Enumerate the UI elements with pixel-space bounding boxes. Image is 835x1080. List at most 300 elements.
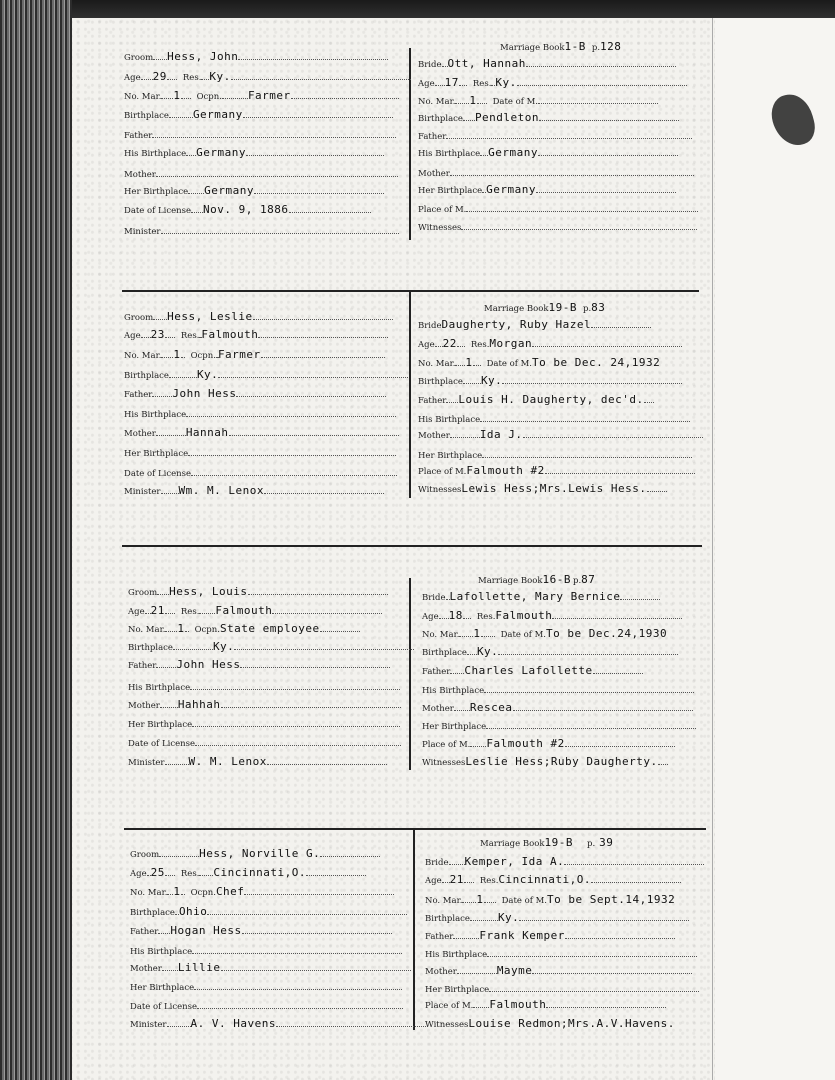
groom-name: Hess, Louis [169, 585, 248, 598]
field-value: 18 [448, 609, 463, 622]
field-value: Frank Kemper [479, 929, 565, 942]
groom-mother-row [130, 961, 411, 977]
field-label: Res. [180, 331, 200, 341]
dotted-leader [545, 473, 695, 474]
field-label: Age [124, 73, 141, 83]
field-label: Age [418, 340, 435, 350]
dotted-leader [167, 1026, 191, 1027]
dotted-leader [192, 726, 400, 727]
dotted-leader [565, 938, 675, 939]
dotted-leader [258, 337, 388, 338]
column-divider [409, 578, 411, 770]
field-value: W. M. Lenox [188, 755, 267, 768]
field-label: His Birthplace [130, 947, 193, 957]
bride-nomar-row [425, 893, 675, 909]
field-value: 83 [591, 301, 606, 314]
field-value: 19-B [548, 301, 577, 314]
bride-age-row [418, 337, 682, 353]
dotted-leader [169, 377, 197, 378]
dotted-leader [647, 491, 667, 492]
field-label: Birthplace [422, 648, 467, 658]
dotted-leader [320, 856, 380, 857]
dotted-leader [513, 710, 693, 711]
field-label: Date of M. [500, 630, 546, 640]
field-label: No. Mar. [418, 359, 456, 369]
field-label: Ocpn. [190, 888, 216, 898]
field-label: Witnesses [425, 1020, 469, 1030]
dotted-leader [457, 973, 497, 974]
field-value: 22 [442, 337, 457, 350]
field-label: His Birthplace [418, 415, 481, 425]
bride-her-birthplace-row [418, 448, 692, 464]
field-label: Ocpn. [194, 625, 220, 635]
field-value: Ky. [196, 368, 219, 381]
field-label: Minister [130, 1020, 167, 1030]
dotted-leader [532, 973, 692, 974]
dotted-leader [181, 357, 185, 358]
groom-his-birthplace-row [124, 146, 384, 162]
field-value: State employee [219, 622, 320, 635]
bride-his-birthplace-row [422, 683, 694, 699]
dotted-leader [253, 319, 393, 320]
marriage-book-ref [478, 573, 595, 586]
bride-place-row [418, 464, 695, 480]
field-label: Ocpn. [190, 351, 216, 361]
dotted-leader [167, 79, 177, 80]
field-value: 1 [177, 622, 185, 635]
dotted-leader [538, 103, 658, 104]
bride-her-birthplace-row [425, 982, 699, 998]
field-value: 1 [173, 348, 181, 361]
groom-nomar-row [128, 622, 360, 638]
field-label: Her Birthplace [418, 186, 483, 196]
dotted-leader [552, 618, 682, 619]
field-label: Minister [124, 487, 161, 497]
field-label: p. [583, 304, 592, 314]
field-label: Res. [470, 340, 490, 350]
dotted-leader [191, 475, 397, 476]
field-label: Her Birthplace [124, 449, 189, 459]
field-label: Place of M. [422, 740, 471, 750]
field-label: Her Birthplace [130, 983, 195, 993]
field-label: Date of M. [501, 896, 547, 906]
field-label: Groom [124, 313, 154, 323]
groom-father-row [124, 387, 386, 403]
field-value: Ky. [476, 645, 499, 658]
dotted-leader [538, 155, 678, 156]
dotted-leader [523, 437, 703, 438]
dotted-leader [222, 98, 248, 99]
dotted-leader [248, 594, 388, 595]
field-label: Mother [422, 704, 454, 714]
field-label: Date of License [128, 739, 196, 749]
field-label: Date of License [124, 469, 192, 479]
field-label: Date of License [130, 1002, 198, 1012]
marriage-book-ref [484, 301, 605, 314]
groom-license-row [124, 466, 397, 482]
dotted-leader [470, 920, 498, 921]
field-label: Birthplace [425, 914, 470, 924]
groom-minister-row [128, 755, 387, 771]
bride-age-row [418, 76, 687, 92]
field-label: Birthplace [128, 643, 173, 653]
dotted-leader [195, 745, 401, 746]
field-label: Groom [128, 588, 158, 598]
field-value: 23 [150, 328, 165, 341]
groom-birthplace-row [124, 368, 408, 384]
dotted-leader [591, 882, 681, 883]
field-label: His Birthplace [124, 410, 187, 420]
field-label: Marriage Book [478, 576, 543, 586]
field-label: Mother [130, 964, 162, 974]
field-label: Mother [124, 170, 156, 180]
field-label: Birthplace [124, 111, 169, 121]
field-label: Age [418, 79, 435, 89]
field-value: Cincinnati,O. [213, 866, 306, 879]
dotted-leader [473, 365, 481, 366]
dotted-leader [231, 79, 411, 80]
field-value: 1 [173, 89, 181, 102]
dotted-leader [435, 85, 445, 86]
dotted-leader [454, 710, 470, 711]
groom-her-birthplace-row [124, 184, 384, 200]
field-label: No. Mar. [124, 351, 162, 361]
dotted-leader [244, 894, 394, 895]
record-separator [124, 828, 706, 830]
dotted-leader [165, 875, 175, 876]
dotted-leader [459, 85, 467, 86]
dotted-leader [450, 673, 464, 674]
groom-name: Hess, Leslie [167, 310, 253, 323]
field-value: Chef [215, 885, 245, 898]
field-value: 1 [469, 94, 477, 107]
dotted-leader [482, 457, 692, 458]
field-label: Her Birthplace [124, 187, 189, 197]
groom-name: Hess, Norville G. [199, 847, 321, 860]
groom-age-row [124, 70, 411, 86]
bride-witnesses-row [418, 482, 667, 498]
field-label: Ocpn. [196, 92, 222, 102]
groom-age-row [128, 604, 382, 620]
bride-birthplace-row [418, 111, 679, 127]
dotted-leader [450, 437, 480, 438]
field-label: Place of M. [418, 467, 467, 477]
dotted-leader [242, 933, 392, 934]
dotted-leader [463, 120, 475, 121]
dotted-leader [564, 864, 704, 865]
dotted-leader [243, 117, 393, 118]
field-label: No. Mar. [128, 625, 166, 635]
field-value: Leslie Hess;Ruby Daugherty. [465, 755, 658, 768]
dotted-leader [165, 337, 175, 338]
dotted-leader [453, 938, 479, 939]
field-value: 39 [599, 836, 614, 849]
dotted-leader [291, 98, 399, 99]
dotted-leader [446, 138, 692, 139]
bride-birthplace-row [418, 374, 682, 390]
dotted-leader [234, 649, 414, 650]
field-value: Ky. [480, 374, 503, 387]
field-value: Germany [196, 146, 246, 159]
dotted-leader [481, 636, 495, 637]
dotted-leader [644, 402, 654, 403]
bride-witnesses-row [422, 755, 668, 771]
field-label: Minister [128, 758, 165, 768]
dotted-leader [169, 117, 193, 118]
field-value: 19-B [544, 836, 573, 849]
groom-mother-row [128, 698, 401, 714]
dotted-leader [186, 416, 396, 417]
field-label: p. [587, 839, 596, 849]
field-label: Res. [472, 79, 492, 89]
bride-age-row [425, 873, 681, 889]
field-value: 87 [581, 573, 596, 586]
field-value: Ohio [178, 905, 208, 918]
groom-name-row [130, 847, 380, 863]
field-label: Age [130, 869, 147, 879]
dotted-leader [165, 764, 189, 765]
groom-minister-row [130, 1017, 426, 1033]
column-divider [413, 830, 415, 1030]
bride-father-row [425, 929, 675, 945]
groom-nomar-row [130, 885, 394, 901]
groom-his-birthplace-row [130, 944, 402, 960]
dotted-leader [181, 894, 185, 895]
dotted-leader [159, 856, 199, 857]
field-label: Age [425, 876, 442, 886]
dotted-leader [156, 435, 186, 436]
dotted-leader [484, 902, 496, 903]
groom-license-row [130, 999, 403, 1015]
field-value: 21 [150, 604, 165, 617]
dotted-leader [593, 673, 643, 674]
field-label: Birthplace [418, 377, 463, 387]
field-label: His Birthplace [425, 950, 488, 960]
groom-age-row [130, 866, 366, 882]
field-value: Hannah [185, 426, 229, 439]
page-fold [712, 18, 713, 1080]
dotted-leader [267, 764, 387, 765]
dotted-leader [254, 193, 384, 194]
dotted-leader [207, 914, 407, 915]
field-label: Res. [476, 612, 496, 622]
bride-place-row [422, 737, 675, 753]
dotted-leader [455, 365, 465, 366]
dotted-leader [526, 66, 676, 67]
dotted-leader [276, 1026, 426, 1027]
dotted-leader [185, 631, 189, 632]
bride-mother-row [418, 166, 694, 182]
field-value: Mayme [496, 964, 533, 977]
groom-birthplace-row [130, 905, 407, 921]
field-value: Falmouth #2 [466, 464, 545, 477]
field-value: Ida J. [479, 428, 523, 441]
dotted-leader [517, 85, 687, 86]
field-label: Her Birthplace [425, 985, 490, 995]
dotted-leader [446, 402, 458, 403]
dotted-leader [435, 346, 443, 347]
bride-birthplace-row [422, 645, 678, 661]
bride-nomar-row [418, 356, 660, 372]
field-label: Date of M. [486, 359, 532, 369]
field-label: Res. [180, 869, 200, 879]
field-label: Bride [422, 593, 446, 603]
field-label: Marriage Book [484, 304, 549, 314]
field-value: To be Dec.24,1930 [545, 627, 668, 640]
scan-edge-left [0, 0, 72, 1080]
field-label: Mother [124, 429, 156, 439]
groom-her-birthplace-row [128, 717, 400, 733]
dotted-leader [489, 991, 699, 992]
field-label: Birthplace [418, 114, 463, 124]
field-label: Mother [418, 169, 450, 179]
dotted-leader [160, 707, 178, 708]
field-value: Rescea [469, 701, 513, 714]
field-value: Germany [192, 108, 243, 121]
field-label: Father [128, 661, 157, 671]
field-value: 1-B [564, 40, 586, 53]
dotted-leader [157, 594, 169, 595]
dotted-leader [658, 764, 668, 765]
dotted-leader [442, 882, 450, 883]
dotted-leader [199, 613, 215, 614]
field-value: 128 [600, 40, 622, 53]
field-value: Hahhah [177, 698, 221, 711]
bride-birthplace-row [425, 911, 689, 927]
dotted-leader [141, 79, 153, 80]
groom-license-row [128, 736, 401, 752]
bride-his-birthplace-row [418, 146, 678, 162]
dotted-leader [191, 212, 203, 213]
field-label: No. Mar. [425, 896, 463, 906]
field-label: Marriage Book [480, 839, 545, 849]
field-label: No. Mar. [422, 630, 460, 640]
dotted-leader [194, 989, 402, 990]
field-value: Louis H. Daugherty, dec'd. [458, 393, 644, 406]
dotted-leader [161, 98, 173, 99]
bride-age-row [422, 609, 682, 625]
dotted-leader [480, 155, 488, 156]
groom-birthplace-row [124, 108, 393, 124]
field-value: To be Dec. 24,1932 [531, 356, 661, 369]
field-value: 29 [152, 70, 167, 83]
field-value: Lewis Hess;Mrs.Lewis Hess. [461, 482, 647, 495]
field-value: John Hess [172, 387, 237, 400]
dotted-leader [141, 337, 151, 338]
dotted-leader [620, 599, 660, 600]
field-label: Groom [130, 850, 160, 860]
field-value: Ky. [495, 76, 517, 89]
bride-mother-row [422, 701, 693, 717]
dotted-leader [161, 493, 179, 494]
field-label: Her Birthplace [128, 720, 193, 730]
groom-name: Hess, John [167, 50, 239, 63]
dotted-leader [467, 654, 477, 655]
field-value: 1 [476, 893, 484, 906]
field-label: Marriage Book [500, 43, 565, 53]
field-label: Her Birthplace [422, 722, 487, 732]
field-value: 1 [173, 885, 181, 898]
dotted-leader [439, 618, 449, 619]
groom-name-row [124, 50, 388, 66]
groom-his-birthplace-row [128, 680, 400, 696]
field-label: No. Mar. [130, 888, 168, 898]
dotted-leader [186, 155, 196, 156]
dotted-leader [190, 689, 400, 690]
field-label: Bride [425, 858, 449, 868]
groom-name-row [128, 585, 388, 601]
bride-mother-row [425, 964, 692, 980]
bride-place-row [425, 998, 666, 1014]
field-label: Father [124, 131, 153, 141]
dotted-leader [473, 1007, 489, 1008]
groom-nomar-row [124, 348, 385, 364]
field-label: Age [128, 607, 145, 617]
column-divider [409, 292, 411, 498]
field-value: 21 [449, 873, 464, 886]
field-label: His Birthplace [418, 149, 481, 159]
bride-nomar-row [418, 94, 658, 110]
field-label: Date of M. [492, 97, 538, 107]
field-value: Pendleton [474, 111, 540, 124]
dotted-leader [480, 421, 690, 422]
marriage-book-ref [480, 836, 613, 849]
field-value: Morgan [489, 337, 533, 350]
dotted-leader [158, 933, 170, 934]
field-value: Lillie [177, 961, 221, 974]
groom-father-row [130, 924, 392, 940]
dotted-leader [462, 902, 476, 903]
field-label: Age [422, 612, 439, 622]
field-label: p. [591, 43, 601, 53]
field-label: p. [573, 576, 582, 586]
bride-her-birthplace-row [418, 183, 676, 199]
bride-father-row [418, 393, 654, 409]
field-value: Germany [486, 183, 537, 196]
field-value: A. V. Havens [190, 1017, 276, 1030]
field-label: Res. [180, 607, 200, 617]
dotted-leader [546, 1007, 666, 1008]
dotted-leader [459, 636, 473, 637]
dotted-leader [181, 98, 191, 99]
field-label: Place of M. [425, 1001, 474, 1011]
dotted-leader [238, 59, 388, 60]
dotted-leader [457, 346, 465, 347]
bride-witnesses-row [425, 1017, 675, 1033]
dotted-leader [466, 211, 698, 212]
field-value: Nov. 9, 1886 [203, 203, 289, 216]
dotted-leader [229, 435, 399, 436]
dotted-leader [464, 882, 474, 883]
dotted-leader [470, 746, 486, 747]
dotted-leader [461, 229, 697, 230]
dotted-leader [484, 692, 694, 693]
groom-mother-row [124, 167, 398, 183]
dotted-leader [487, 956, 697, 957]
dotted-leader [306, 875, 366, 876]
bride-nomar-row [422, 627, 667, 643]
dotted-leader [156, 176, 398, 177]
groom-minister-row [124, 224, 399, 240]
field-value: Farmer [247, 89, 291, 102]
dotted-leader [486, 728, 696, 729]
dotted-leader [221, 707, 401, 708]
field-label: Groom [124, 53, 154, 63]
field-label: Birthplace [124, 371, 169, 381]
dotted-leader [246, 155, 384, 156]
dotted-leader [498, 654, 678, 655]
field-label: Mother [128, 701, 160, 711]
